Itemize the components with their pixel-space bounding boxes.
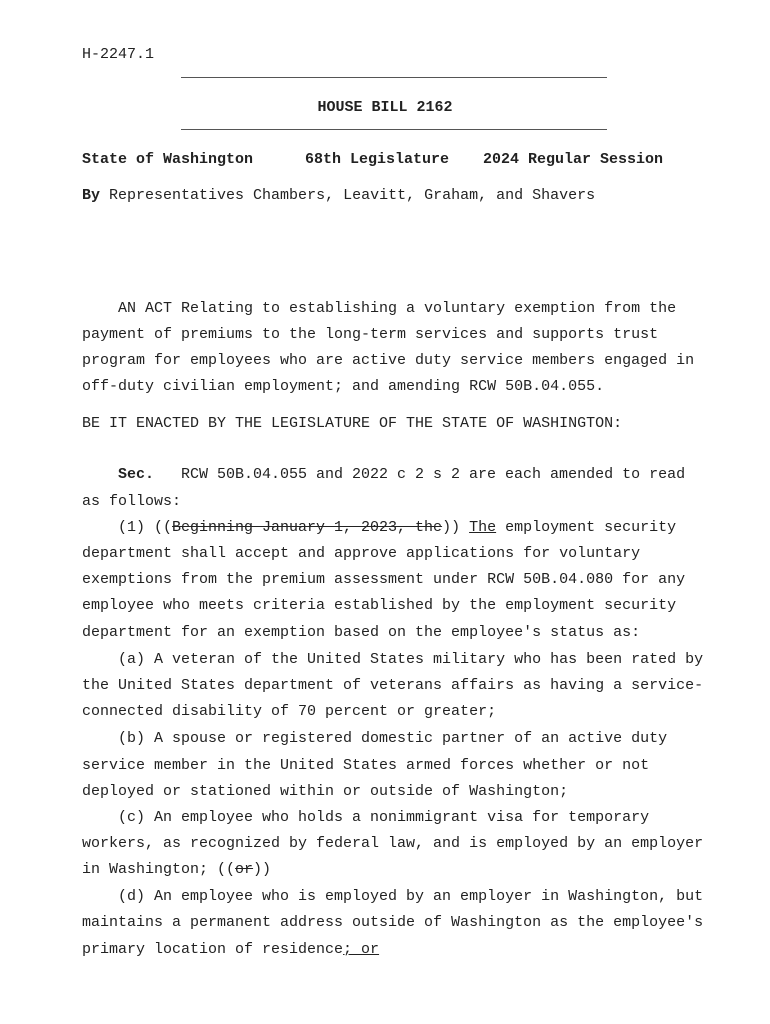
- act-line: program for employees who are active duty service members engaged in: [82, 352, 695, 369]
- body-line: maintains a permanent address outside of Washington as the employee's: [82, 914, 704, 931]
- act-line: AN ACT Relating to establishing a voluntary exemption from the: [82, 300, 677, 317]
- document-id: H-2247.1: [82, 46, 155, 63]
- body-line: (b) A spouse or registered domestic partner of an active duty: [82, 730, 668, 747]
- struck-text: Beginning January 1, 2023, the: [172, 519, 443, 536]
- body-line: department shall accept and approve applications for voluntary: [82, 545, 641, 562]
- section-intro: as follows:: [82, 493, 182, 510]
- body-line: (d) An employee who is employed by an employer in Washington, but: [82, 888, 704, 905]
- header-state: State of Washington: [82, 151, 254, 168]
- d-last-prefix: primary location of residence: [82, 941, 344, 958]
- struck-text: or: [235, 861, 254, 878]
- subsection-d-last-line: [82, 941, 379, 958]
- c-last-prefix: in Washington; ((: [82, 861, 236, 878]
- c-last-close: )): [253, 861, 272, 878]
- by-label: By: [82, 187, 101, 204]
- body-line: (c) An employee who holds a nonimmigrant visa for temporary: [82, 809, 650, 826]
- inserted-text: ; or: [343, 941, 380, 958]
- header-session: 2024 Regular Session: [483, 151, 664, 168]
- body-line: deployed or stationed within or outside of Washington;: [82, 783, 569, 800]
- sponsors-line: [82, 187, 595, 204]
- header-legislature: 68th Legislature: [305, 151, 450, 168]
- sponsor-names: Representatives Chambers, Leavitt, Graham, and Shavers: [109, 187, 596, 204]
- bill-title: HOUSE BILL 2162: [317, 99, 453, 116]
- body-line: connected disability of 70 percent or greater;: [82, 703, 497, 720]
- section-intro: RCW 50B.04.055 and 2022 c 2 s 2 are each amended to read: [181, 466, 686, 483]
- body-line: service member in the United States armed forces whether or not: [82, 757, 650, 774]
- body-line: department for an exemption based on the employee's status as:: [82, 624, 641, 641]
- inserted-text: The: [469, 519, 497, 536]
- subsection-c-last-line: [82, 861, 271, 878]
- section-label: Sec.: [118, 466, 155, 483]
- sub1-rest: employment security: [496, 519, 677, 536]
- body-line: exemptions from the premium assessment under RCW 50B.04.080 for any: [82, 571, 686, 588]
- sub1-close: )): [442, 519, 461, 536]
- sub1-prefix: (1) ((: [82, 519, 173, 536]
- act-line: payment of premiums to the long-term services and supports trust: [82, 326, 659, 343]
- body-line: employee who meets criteria established by the employment security: [82, 597, 677, 614]
- subsection-1-line: [82, 519, 676, 536]
- title-rule-bottom: [181, 129, 607, 130]
- body-line: the United States department of veterans affairs as having a service-: [82, 677, 704, 694]
- body-line: (a) A veteran of the United States military who has been rated by: [82, 651, 704, 668]
- title-rule-top: [181, 77, 607, 78]
- enacting-clause: BE IT ENACTED BY THE LEGISLATURE OF THE STATE OF WASHINGTON:: [82, 415, 623, 432]
- act-line: off-duty civilian employment; and amending RCW 50B.04.055.: [82, 378, 605, 395]
- body-line: workers, as recognized by federal law, and is employed by an employer: [82, 835, 704, 852]
